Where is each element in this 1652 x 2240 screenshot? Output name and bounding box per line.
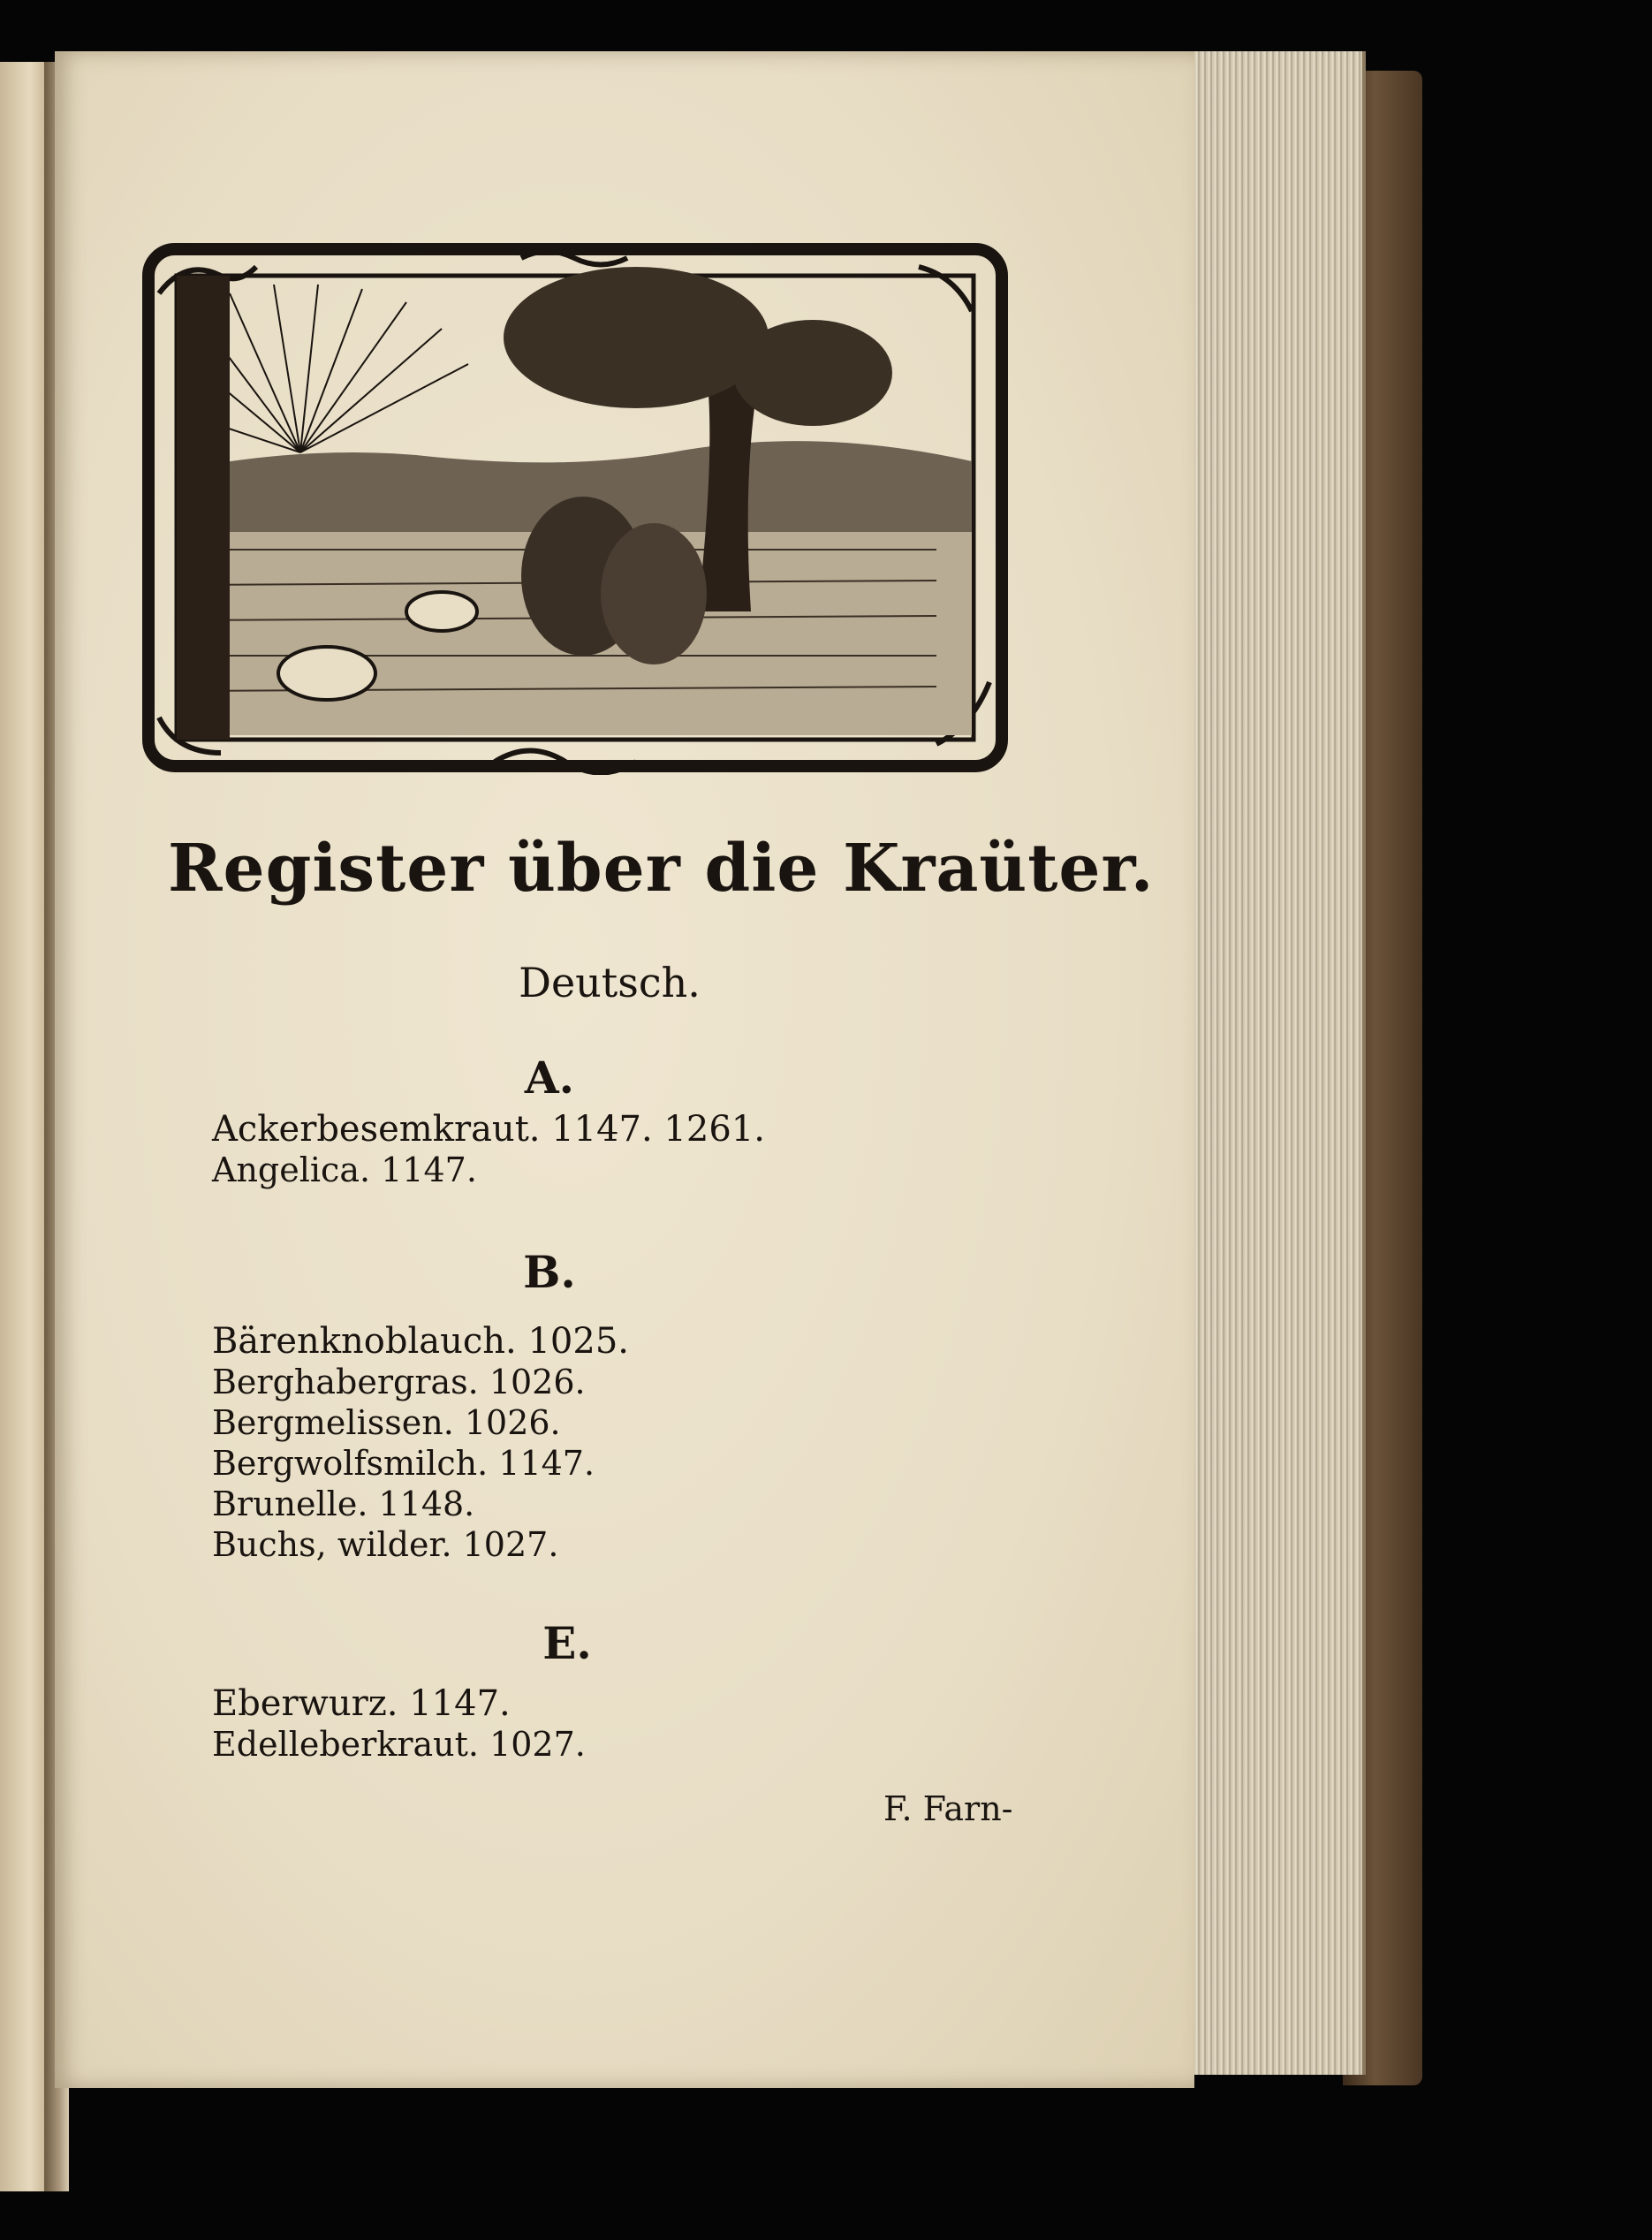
page-edges — [1194, 51, 1366, 2075]
section-subtitle: Deutsch. — [519, 959, 701, 1006]
woodcut-vignette — [141, 240, 1009, 775]
entries-list-b — [212, 1321, 629, 1565]
entries-list-e — [212, 1683, 586, 1765]
index-entry: Ackerbesemkraut. 1147. 1261. — [212, 1109, 765, 1150]
section-letter-a: A. — [524, 1052, 575, 1104]
page-title: Register über die Kraüter. — [168, 831, 1155, 907]
section-letter-b: B. — [523, 1246, 576, 1298]
catchword: F. Farn- — [883, 1789, 1013, 1828]
index-entry: Buchs, wilder. 1027. — [212, 1525, 559, 1564]
entries-list-a — [212, 1109, 765, 1190]
index-entry: Edelleberkraut. 1027. — [212, 1725, 586, 1764]
section-letter-e: E. — [542, 1617, 592, 1669]
index-entry: Eberwurz. 1147. — [212, 1683, 511, 1724]
index-entry: Angelica. 1147. — [212, 1150, 477, 1189]
index-entry: Berghabergras. 1026. — [212, 1363, 586, 1401]
index-entry: Brunelle. 1148. — [212, 1484, 475, 1523]
index-entry: Bärenknoblauch. 1025. — [212, 1321, 629, 1362]
index-entry: Bergmelissen. 1026. — [212, 1403, 561, 1442]
index-entry: Bergwolfsmilch. 1147. — [212, 1444, 595, 1483]
